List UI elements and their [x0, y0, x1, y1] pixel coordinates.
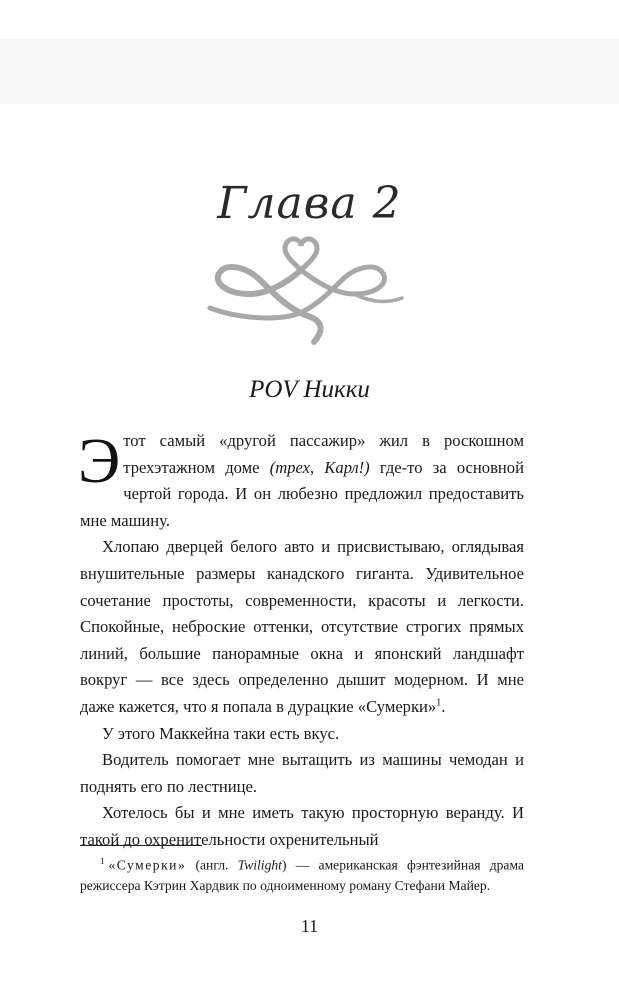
paragraph-1-italic: (трех, Карл!) [269, 457, 370, 477]
paragraph-2-text-a: Хлопаю дверцей белого авто и присвистываю, оглядывая внушительные размеры канадского гиганта. Удивительное сочетание простоты, современности, красоты и легкости. Спокойные, неброские оттенки, отсутствие строгих прямых линий, большие панорамные окна и японский ландшафт вокруг — все здесь определенно дышит модерном. И мне даже кажется, что я попала в дурацкие «Сумерки» [80, 537, 524, 716]
footnote-reference[interactable]: 1 [436, 697, 442, 709]
paragraph-2 [80, 534, 524, 720]
paragraph-5: Хотелось бы и мне иметь такую просторную веранду. И такой до охренительности охренительный [80, 803, 524, 849]
paragraph-1-text-b: где-то за основной чертой города. И он любезно предложил предоставить мне машину. [80, 457, 524, 530]
footnote [80, 851, 524, 897]
paragraph-1-text-a: тот самый «другой пассажир» жил в роскошном трехэтажном доме [123, 431, 524, 477]
footnote-divider [80, 845, 202, 846]
heart-flourish-ornament-icon [190, 232, 412, 348]
drop-cap: Э [78, 425, 121, 496]
footnote-term-en: Twilight [237, 857, 282, 873]
footnote-rest: ) — американская фэнтезийная драма режиссера Кэтрин Хардвик по одноименному роману Стефани Майер. [80, 857, 524, 894]
paragraph-3: У этого Маккейна таки есть вкус. [102, 723, 340, 743]
page-number: 11 [300, 916, 319, 936]
footnote-marker: 1 [100, 856, 105, 866]
pov-heading: POV Никки [249, 376, 370, 403]
footnote-lang: (англ. [186, 857, 238, 873]
chapter-title: Глава 2 [217, 178, 402, 229]
paragraph-4: Водитель помогает мне вытащить из машины чемодан и поднять его по лестнице. [80, 750, 524, 796]
header-band [0, 38, 619, 104]
body-text [78, 425, 524, 854]
footnote-term: «Сумерки» [108, 857, 187, 873]
paragraph-1 [78, 425, 524, 534]
paragraph-2-text-b: . [441, 696, 446, 716]
